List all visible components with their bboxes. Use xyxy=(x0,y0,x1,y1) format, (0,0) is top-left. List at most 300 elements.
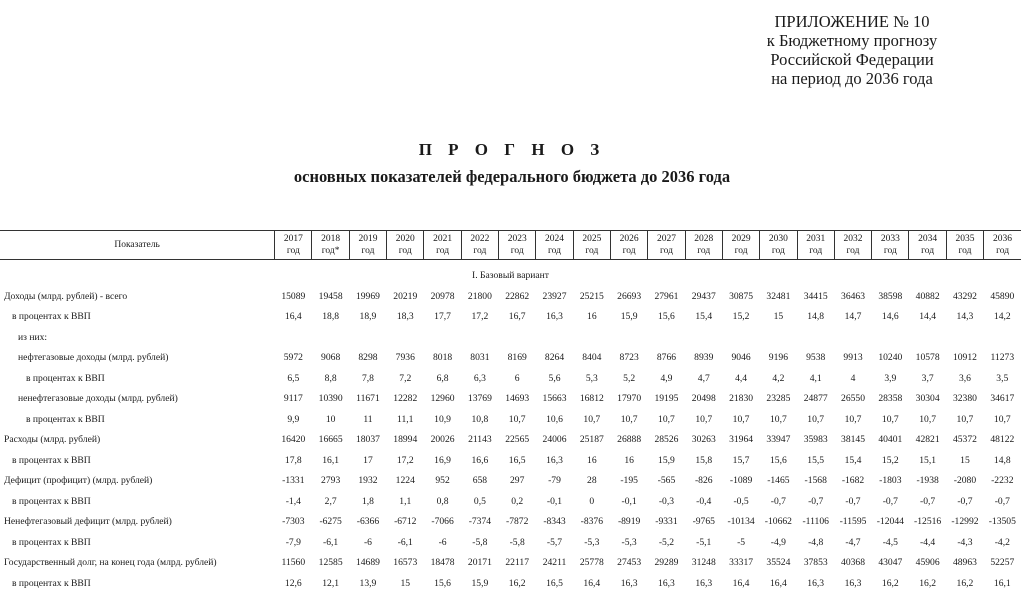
value-cell: 15,9 xyxy=(658,454,675,466)
value-cell: 9046 xyxy=(731,352,751,364)
year-number: 2028 xyxy=(694,234,714,244)
value-cell: 4,9 xyxy=(660,372,673,384)
row-label: в процентах к ВВП xyxy=(26,372,105,384)
year-number: 2027 xyxy=(656,234,676,244)
value-cell: 27453 xyxy=(617,557,642,569)
value-cell: 5,3 xyxy=(585,372,598,384)
year-word: год xyxy=(436,246,450,256)
value-cell: -6,1 xyxy=(323,536,339,548)
value-cell: 17,8 xyxy=(284,454,302,466)
value-cell: 16,6 xyxy=(471,454,489,466)
year-word: год xyxy=(996,246,1010,256)
year-number: 2033 xyxy=(880,234,900,244)
year-word: год xyxy=(697,246,711,256)
value-cell xyxy=(685,327,722,348)
year-word: год xyxy=(734,246,748,256)
value-cell: 10,7 xyxy=(508,413,526,425)
year-footnote-mark: * xyxy=(334,246,340,256)
value-cell xyxy=(909,327,946,348)
value-cell: 4 xyxy=(850,372,856,384)
year-word: год xyxy=(622,246,636,256)
value-cell: 18037 xyxy=(355,434,380,446)
value-cell: 48122 xyxy=(990,434,1015,446)
value-cell: 36463 xyxy=(841,290,865,302)
value-cell: -5,7 xyxy=(546,536,563,548)
value-cell: -1,4 xyxy=(285,495,301,507)
value-cell: 17 xyxy=(363,454,373,466)
value-cell: -4,2 xyxy=(994,536,1010,548)
value-cell: 43047 xyxy=(878,557,903,569)
year-column-header xyxy=(499,231,536,260)
value-cell: 8018 xyxy=(432,352,453,364)
year-word: год xyxy=(958,246,972,256)
value-cell: 6,5 xyxy=(287,372,300,384)
row-label: Государственный долг, на конец года (млрд. рублей) xyxy=(4,557,217,569)
year-word: год xyxy=(473,246,487,256)
year-column-header xyxy=(872,231,909,260)
row-label: в процентах к ВВП xyxy=(12,577,91,589)
value-cell: -0,3 xyxy=(658,495,675,507)
value-cell: 35983 xyxy=(803,434,828,446)
value-cell: -1938 xyxy=(916,475,939,487)
table-row xyxy=(0,430,1021,451)
value-cell: 12,1 xyxy=(322,577,340,589)
value-cell xyxy=(984,327,1021,348)
value-cell: -1568 xyxy=(804,475,827,487)
year-word: год xyxy=(361,246,375,256)
value-cell: -7374 xyxy=(468,516,492,528)
value-cell: 48963 xyxy=(952,557,977,569)
year-column-header xyxy=(275,231,312,260)
value-cell: 2793 xyxy=(321,475,341,487)
value-cell: 16,2 xyxy=(919,577,937,589)
year-number: 2032 xyxy=(843,234,863,244)
value-cell: -7303 xyxy=(282,516,305,528)
year-word: год xyxy=(321,246,335,256)
year-number: 2035 xyxy=(955,234,975,244)
value-cell: -4,5 xyxy=(882,536,898,548)
row-label: Ненефтегазовый дефицит (млрд. рублей) xyxy=(4,516,172,528)
value-cell: 38145 xyxy=(841,434,865,446)
value-cell: 14,2 xyxy=(993,311,1011,323)
value-cell xyxy=(536,327,573,348)
value-cell: -79 xyxy=(548,475,561,487)
value-cell: 15,6 xyxy=(769,454,787,466)
table-row xyxy=(0,286,1021,307)
value-cell xyxy=(275,327,312,348)
table-row xyxy=(0,348,1021,369)
year-word: год xyxy=(846,246,860,256)
year-word: год xyxy=(771,246,785,256)
value-cell: 4,2 xyxy=(772,372,785,384)
value-cell: 3,6 xyxy=(958,372,971,384)
value-cell: -6 xyxy=(438,536,447,548)
value-cell: 0 xyxy=(589,495,595,507)
value-cell xyxy=(760,327,797,348)
value-cell: -7066 xyxy=(431,516,454,528)
value-cell: 10,7 xyxy=(583,413,601,425)
value-cell: 14,3 xyxy=(956,311,974,323)
value-cell: 28 xyxy=(587,475,597,487)
table-row xyxy=(0,573,1021,594)
value-cell: -826 xyxy=(694,475,713,487)
value-cell: 26550 xyxy=(841,393,865,405)
value-cell: 9117 xyxy=(283,393,303,405)
value-cell: 14693 xyxy=(505,393,530,405)
table-header-row xyxy=(0,231,1021,260)
value-cell: 8939 xyxy=(694,352,714,364)
value-cell: 9913 xyxy=(843,352,863,364)
value-cell: 10,7 xyxy=(919,413,937,425)
value-cell: 27961 xyxy=(654,290,679,302)
row-label: ненефтегазовые доходы (млрд. рублей) xyxy=(18,393,178,405)
value-cell: 32481 xyxy=(766,290,791,302)
value-cell: 21143 xyxy=(468,434,492,446)
value-cell: 16,3 xyxy=(546,311,563,323)
value-cell: 17,2 xyxy=(471,311,489,323)
year-word: год xyxy=(921,246,935,256)
value-cell: 38598 xyxy=(878,290,903,302)
value-cell: 10578 xyxy=(915,352,940,364)
value-cell: 28526 xyxy=(654,434,679,446)
value-cell: 16,3 xyxy=(620,577,638,589)
value-cell: -2080 xyxy=(953,475,977,487)
year-number: 2029 xyxy=(731,234,751,244)
value-cell: 658 xyxy=(472,475,488,487)
year-column-header xyxy=(722,231,759,260)
year-column-header xyxy=(349,231,386,260)
value-cell: 11,1 xyxy=(397,413,414,425)
value-cell: -12992 xyxy=(951,516,979,528)
value-cell: 13769 xyxy=(467,393,492,405)
year-number: 2036 xyxy=(993,234,1013,244)
value-cell: 14,6 xyxy=(881,311,899,323)
year-word: год xyxy=(398,246,412,256)
year-number: 2030 xyxy=(768,234,788,244)
value-cell: 26693 xyxy=(617,290,642,302)
value-cell: -5,3 xyxy=(621,536,637,548)
year-word: год xyxy=(585,246,599,256)
value-cell: -5,8 xyxy=(472,536,488,548)
value-cell: 43292 xyxy=(952,290,977,302)
row-label: из них: xyxy=(18,331,48,343)
value-cell: 9,9 xyxy=(287,413,300,425)
value-cell: -8343 xyxy=(543,516,566,528)
value-cell: 12585 xyxy=(318,557,343,569)
value-cell: 0,5 xyxy=(473,495,486,507)
value-cell: 10,6 xyxy=(546,413,563,425)
value-cell: 952 xyxy=(435,475,450,487)
value-cell: 16,4 xyxy=(732,577,750,589)
value-cell: 10,7 xyxy=(658,413,675,425)
value-cell xyxy=(424,327,461,348)
value-cell: 6,8 xyxy=(436,372,449,384)
value-cell: 5972 xyxy=(283,352,303,364)
value-cell: 52257 xyxy=(990,557,1015,569)
year-column-header xyxy=(984,231,1021,260)
value-cell: 9068 xyxy=(321,352,341,364)
table-row xyxy=(0,491,1021,512)
value-cell: 7,2 xyxy=(399,372,412,384)
value-cell: -0,4 xyxy=(696,495,712,507)
value-cell: 10,8 xyxy=(471,413,489,425)
value-cell: 30875 xyxy=(729,290,754,302)
value-cell: 12960 xyxy=(430,393,455,405)
year-number: 2026 xyxy=(619,234,639,244)
table-row xyxy=(0,307,1021,328)
value-cell xyxy=(499,327,536,348)
value-cell: -4,4 xyxy=(920,536,936,548)
value-cell: -6,1 xyxy=(397,536,413,548)
value-cell: -7,9 xyxy=(285,536,301,548)
value-cell: -0,7 xyxy=(808,495,824,507)
value-cell: 33947 xyxy=(766,434,791,446)
value-cell: -9331 xyxy=(655,516,678,528)
value-cell: 10,7 xyxy=(844,413,862,425)
value-cell: -1803 xyxy=(879,475,902,487)
value-cell: 16420 xyxy=(281,434,306,446)
value-cell: -11106 xyxy=(802,516,829,528)
table-row xyxy=(0,368,1021,389)
value-cell: -4,7 xyxy=(845,536,861,548)
value-cell: -0,7 xyxy=(920,495,936,507)
value-cell: 16,2 xyxy=(956,577,974,589)
value-cell: 16,3 xyxy=(546,454,563,466)
value-cell: 18,8 xyxy=(322,311,340,323)
year-word: год xyxy=(286,246,300,256)
value-cell: 12,6 xyxy=(284,577,302,589)
value-cell: 20219 xyxy=(393,290,418,302)
value-cell: 7,8 xyxy=(361,372,374,384)
value-cell: 16 xyxy=(587,454,597,466)
value-cell: 15 xyxy=(773,311,784,323)
value-cell: -5 xyxy=(737,536,746,548)
value-cell: 21830 xyxy=(729,393,754,405)
appendix-line-4: на период до 2036 года xyxy=(771,69,933,88)
row-label: в процентах к ВВП xyxy=(12,495,91,507)
value-cell: 16,5 xyxy=(546,577,563,589)
value-cell: 16573 xyxy=(393,557,418,569)
value-cell: -1682 xyxy=(841,475,865,487)
value-cell: 15,7 xyxy=(732,454,750,466)
value-cell: 15,5 xyxy=(807,454,825,466)
value-cell: -0,1 xyxy=(621,495,637,507)
value-cell: 2,7 xyxy=(324,495,337,507)
value-cell: 19969 xyxy=(355,290,380,302)
value-cell: 23927 xyxy=(542,290,567,302)
label-column-header: Показатель xyxy=(0,231,275,260)
value-cell: 0,2 xyxy=(511,495,524,507)
section-title: I. Базовый вариант xyxy=(472,269,549,281)
document-subtitle: основных показателей федерального бюджета до 2036 года xyxy=(293,167,731,186)
value-cell xyxy=(610,327,647,348)
value-cell: 10390 xyxy=(318,393,343,405)
value-cell: 22117 xyxy=(505,557,530,569)
year-column-header xyxy=(461,231,498,260)
value-cell: 3,9 xyxy=(884,372,897,384)
value-cell xyxy=(573,327,610,348)
value-cell: 10240 xyxy=(878,352,903,364)
value-cell: -6712 xyxy=(394,516,417,528)
value-cell: 297 xyxy=(510,475,525,487)
table-row xyxy=(0,389,1021,410)
value-cell: 40368 xyxy=(841,557,865,569)
value-cell: -6366 xyxy=(356,516,380,528)
row-label: в процентах к ВВП xyxy=(12,536,91,548)
year-column-header xyxy=(573,231,610,260)
value-cell: -5,3 xyxy=(584,536,600,548)
value-cell: 1,8 xyxy=(361,495,374,507)
value-cell: 10912 xyxy=(952,352,977,364)
value-cell: 15,9 xyxy=(620,311,638,323)
year-number: 2022 xyxy=(470,234,490,244)
value-cell: 3,5 xyxy=(996,372,1009,384)
value-cell: 14,4 xyxy=(919,311,937,323)
year-word: год xyxy=(548,246,561,256)
value-cell xyxy=(349,327,386,348)
year-column-header xyxy=(685,231,722,260)
year-number: 2019 xyxy=(358,234,378,244)
value-cell: 10,7 xyxy=(769,413,787,425)
value-cell: 6,3 xyxy=(473,372,486,384)
value-cell: 24877 xyxy=(803,393,828,405)
value-cell: 11273 xyxy=(990,352,1015,364)
value-cell: 40401 xyxy=(878,434,903,446)
value-cell: 10,7 xyxy=(956,413,974,425)
value-cell: -0,7 xyxy=(845,495,861,507)
value-cell: 16,3 xyxy=(695,577,713,589)
value-cell: 0,8 xyxy=(436,495,449,507)
year-column-header xyxy=(424,231,461,260)
value-cell: 15 xyxy=(400,577,411,589)
section-row xyxy=(0,260,1021,287)
row-label: в процентах к ВВП xyxy=(12,311,91,323)
value-cell: -12044 xyxy=(876,516,904,528)
value-cell: 10,7 xyxy=(807,413,825,425)
value-cell: 8404 xyxy=(582,352,602,364)
table-row xyxy=(0,553,1021,574)
value-cell: 11 xyxy=(363,413,373,425)
value-cell: 40882 xyxy=(915,290,940,302)
value-cell: 16,1 xyxy=(322,454,340,466)
value-cell: 28358 xyxy=(878,393,903,405)
value-cell: 6 xyxy=(514,372,520,384)
value-cell: 18994 xyxy=(393,434,418,446)
value-cell: 25778 xyxy=(579,557,604,569)
value-cell: -2232 xyxy=(991,475,1014,487)
value-cell: 15,1 xyxy=(919,454,937,466)
value-cell: -5,1 xyxy=(696,536,712,548)
value-cell: 1932 xyxy=(358,475,378,487)
value-cell: 16,5 xyxy=(508,454,526,466)
value-cell: 15,4 xyxy=(844,454,862,466)
value-cell: -0,7 xyxy=(994,495,1010,507)
value-cell: 15,2 xyxy=(732,311,750,323)
value-cell: 13,9 xyxy=(359,577,377,589)
value-cell: -4,8 xyxy=(808,536,824,548)
value-cell: -12516 xyxy=(914,516,942,528)
value-cell: 24211 xyxy=(542,557,567,569)
year-column-header xyxy=(797,231,834,260)
value-cell: 16,4 xyxy=(284,311,302,323)
value-cell: 11671 xyxy=(356,393,380,405)
value-cell: 15,4 xyxy=(695,311,713,323)
year-column-header xyxy=(536,231,573,260)
year-column-header xyxy=(909,231,946,260)
year-column-header xyxy=(946,231,983,260)
value-cell: 30304 xyxy=(915,393,940,405)
value-cell: 16,9 xyxy=(434,454,451,466)
value-cell: 1224 xyxy=(395,475,415,487)
value-cell: 16,2 xyxy=(508,577,526,589)
value-cell: 17970 xyxy=(617,393,642,405)
year-column-header xyxy=(387,231,424,260)
value-cell: 31964 xyxy=(729,434,754,446)
value-cell: 21800 xyxy=(467,290,492,302)
value-cell: 4,4 xyxy=(735,372,748,384)
value-cell: 16 xyxy=(624,454,634,466)
value-cell: 45906 xyxy=(915,557,940,569)
value-cell xyxy=(834,327,871,348)
value-cell: -5,8 xyxy=(509,536,525,548)
value-cell: 15,9 xyxy=(471,577,489,589)
value-cell: -0,1 xyxy=(546,495,563,507)
year-number: 2017 xyxy=(283,234,303,244)
value-cell: -6275 xyxy=(319,516,342,528)
row-label: нефтегазовые доходы (млрд. рублей) xyxy=(18,352,169,364)
value-cell: 17,7 xyxy=(434,311,451,323)
value-cell: -1089 xyxy=(729,475,753,487)
value-cell: -5,2 xyxy=(658,536,675,548)
table-row xyxy=(0,512,1021,533)
value-cell: 10,7 xyxy=(695,413,713,425)
value-cell: 25215 xyxy=(579,290,604,302)
value-cell xyxy=(648,327,685,348)
value-cell: 34415 xyxy=(803,290,828,302)
value-cell: 35524 xyxy=(766,557,791,569)
value-cell: 15,6 xyxy=(434,577,451,589)
value-cell: 31248 xyxy=(691,557,716,569)
value-cell: -11595 xyxy=(839,516,867,528)
value-cell: 10,7 xyxy=(732,413,750,425)
value-cell: 16,4 xyxy=(583,577,601,589)
value-cell: 24006 xyxy=(542,434,567,446)
value-cell: 4,1 xyxy=(809,372,822,384)
value-cell: -8376 xyxy=(580,516,604,528)
value-cell: 16665 xyxy=(318,434,343,446)
document-title: П Р О Г Н О З xyxy=(418,140,606,159)
year-number: 2024 xyxy=(545,234,565,244)
value-cell: 20498 xyxy=(691,393,716,405)
value-cell: 14689 xyxy=(355,557,380,569)
value-cell: 15663 xyxy=(542,393,567,405)
value-cell: 16,2 xyxy=(881,577,899,589)
value-cell: 8031 xyxy=(470,352,490,364)
value-cell: 20026 xyxy=(430,434,455,446)
value-cell: 33317 xyxy=(729,557,754,569)
value-cell: 16,4 xyxy=(769,577,787,589)
value-cell: 19458 xyxy=(318,290,343,302)
year-word: год xyxy=(883,246,897,256)
year-number: 2034 xyxy=(918,234,938,244)
table-row xyxy=(0,532,1021,553)
value-cell: 20171 xyxy=(467,557,492,569)
value-cell: -0,5 xyxy=(733,495,749,507)
table-row xyxy=(0,471,1021,492)
year-column-header xyxy=(648,231,685,260)
value-cell: 15089 xyxy=(281,290,306,302)
year-number: 2021 xyxy=(433,234,453,244)
